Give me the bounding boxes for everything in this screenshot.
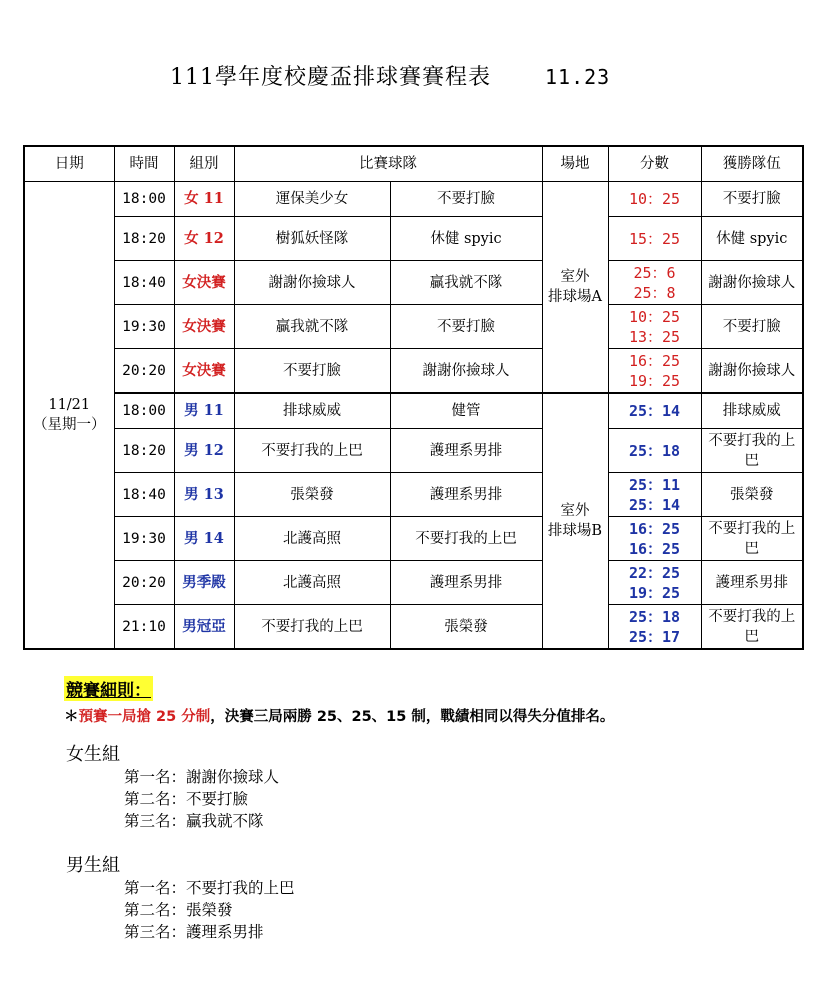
date-cell <box>24 182 114 650</box>
group-cell: 男 13 <box>174 473 234 517</box>
header-row <box>24 146 803 182</box>
time-cell: 20:20 <box>114 561 174 605</box>
schedule-table <box>23 145 804 650</box>
score-line: 25：18 <box>628 441 681 460</box>
winner-cell: 休健 spyic <box>701 217 803 261</box>
title-text: 111學年度校慶盃排球賽賽程表 <box>170 65 491 90</box>
winner-cell: 謝謝你撿球人 <box>701 261 803 305</box>
weekday-text: （星期一） <box>33 417 106 433</box>
team1-cell: 張榮發 <box>234 473 390 517</box>
team1-cell: 謝謝你撿球人 <box>234 261 390 305</box>
group-cell: 女 11 <box>174 182 234 217</box>
score-line: 25：14 <box>628 402 681 420</box>
team1-cell: 贏我就不隊 <box>234 305 390 349</box>
header-cell: 比賽球隊 <box>234 146 542 182</box>
venue-line: 排球場B <box>547 523 603 539</box>
boys-results <box>66 851 295 943</box>
header-cell: 組別 <box>174 146 234 182</box>
team1-cell: 北護高照 <box>234 561 390 605</box>
group-title: 女生組 <box>66 744 120 765</box>
rules-red-text: 預賽一局搶 25 分制 <box>78 709 211 725</box>
group-cell: 男冠亞 <box>174 605 234 650</box>
score-line: 25：11 <box>628 475 681 494</box>
team2-cell: 休健 spyic <box>390 217 542 261</box>
score-line: 25：6 <box>633 263 676 282</box>
winner-cell: 不要打臉 <box>701 305 803 349</box>
winner-cell: 謝謝你撿球人 <box>701 349 803 394</box>
time-cell: 18:20 <box>114 217 174 261</box>
team2-cell: 護理系男排 <box>390 473 542 517</box>
rank-item: 第一名：不要打我的上巴 <box>124 879 295 897</box>
rules-text: ，決賽三局兩勝 25、25、15 制，戰績相同以得失分值排名。 <box>210 709 615 725</box>
team2-cell: 贏我就不隊 <box>390 261 542 305</box>
team1-cell: 樹狐妖怪隊 <box>234 217 390 261</box>
table-row <box>24 393 803 429</box>
header-cell: 獲勝隊伍 <box>701 146 803 182</box>
score-cell <box>608 473 701 517</box>
venue-line: 室外 <box>560 503 590 519</box>
team2-cell: 不要打我的上巴 <box>390 517 542 561</box>
team1-cell: 不要打我的上巴 <box>234 429 390 473</box>
group-cell: 男 14 <box>174 517 234 561</box>
time-cell: 18:40 <box>114 473 174 517</box>
time-cell: 21:10 <box>114 605 174 650</box>
winner-cell: 不要打我的上巴 <box>701 605 803 650</box>
venue-b-cell <box>542 393 608 649</box>
score-cell <box>608 349 701 394</box>
table-row <box>24 349 803 394</box>
table-row <box>24 473 803 517</box>
table-row <box>24 261 803 305</box>
group-cell: 女決賽 <box>174 349 234 394</box>
team2-cell: 健管 <box>390 393 542 429</box>
score-line: 10：25 <box>628 307 681 326</box>
score-line: 22：25 <box>628 563 681 582</box>
winner-cell: 排球威威 <box>701 393 803 429</box>
table-row <box>24 517 803 561</box>
team2-cell: 不要打臉 <box>390 305 542 349</box>
star-mark: ＊ <box>64 709 79 725</box>
team1-cell: 不要打臉 <box>234 349 390 394</box>
rules-section <box>64 676 614 726</box>
venue-line: 排球場A <box>548 289 602 305</box>
team2-cell: 謝謝你撿球人 <box>390 349 542 394</box>
venue-a-cell <box>542 182 608 394</box>
table-row <box>24 182 803 217</box>
score-cell <box>608 605 701 650</box>
score-line: 25：8 <box>633 283 676 302</box>
winner-cell: 張榮發 <box>701 473 803 517</box>
rules-line <box>64 705 614 726</box>
time-cell: 19:30 <box>114 517 174 561</box>
rules-heading: 競賽細則： <box>64 676 153 701</box>
team2-cell: 護理系男排 <box>390 561 542 605</box>
page-title <box>170 60 610 91</box>
score-line: 13：25 <box>628 327 681 346</box>
group-cell: 女決賽 <box>174 261 234 305</box>
score-line: 16：25 <box>628 539 681 558</box>
winner-cell: 護理系男排 <box>701 561 803 605</box>
team1-cell: 不要打我的上巴 <box>234 605 390 650</box>
score-line: 25：17 <box>628 627 681 646</box>
winner-cell: 不要打我的上巴 <box>701 429 803 473</box>
time-cell: 20:20 <box>114 349 174 394</box>
team1-cell: 北護高照 <box>234 517 390 561</box>
time-cell: 19:30 <box>114 305 174 349</box>
group-cell: 女 12 <box>174 217 234 261</box>
score-cell <box>608 429 701 473</box>
team2-cell: 不要打臉 <box>390 182 542 217</box>
group-cell: 男 11 <box>174 393 234 429</box>
group-cell: 女決賽 <box>174 305 234 349</box>
score-line: 25：14 <box>628 495 681 514</box>
score-line: 10：25 <box>628 190 681 208</box>
rank-item: 第三名：贏我就不隊 <box>124 812 264 830</box>
score-line: 19：25 <box>628 583 681 602</box>
team1-cell: 排球威威 <box>234 393 390 429</box>
date-text: 11/21 <box>48 397 91 413</box>
table-row <box>24 605 803 650</box>
score-line: 25：18 <box>628 607 681 626</box>
time-cell: 18:00 <box>114 182 174 217</box>
score-line: 16：25 <box>628 351 681 370</box>
table-row <box>24 217 803 261</box>
title-date: 11.23 <box>545 65 611 89</box>
rank-item: 第二名：不要打臉 <box>124 790 249 808</box>
header-cell: 時間 <box>114 146 174 182</box>
group-title: 男生組 <box>66 855 120 876</box>
table-row <box>24 305 803 349</box>
girls-results <box>66 740 279 832</box>
time-cell: 18:00 <box>114 393 174 429</box>
header-cell: 場地 <box>542 146 608 182</box>
team2-cell: 護理系男排 <box>390 429 542 473</box>
score-cell <box>608 261 701 305</box>
group-cell: 男季殿 <box>174 561 234 605</box>
winner-cell: 不要打臉 <box>701 182 803 217</box>
score-cell <box>608 393 701 429</box>
score-cell <box>608 305 701 349</box>
group-cell: 男 12 <box>174 429 234 473</box>
score-cell <box>608 182 701 217</box>
winner-cell: 不要打我的上巴 <box>701 517 803 561</box>
table-row <box>24 561 803 605</box>
time-cell: 18:20 <box>114 429 174 473</box>
rank-item: 第二名：張榮發 <box>124 901 233 919</box>
rank-item: 第三名：護理系男排 <box>124 923 264 941</box>
team2-cell: 張榮發 <box>390 605 542 650</box>
score-cell <box>608 517 701 561</box>
score-cell <box>608 561 701 605</box>
venue-line: 室外 <box>560 269 590 285</box>
time-cell: 18:40 <box>114 261 174 305</box>
score-line: 15：25 <box>628 229 681 248</box>
header-cell: 日期 <box>24 146 114 182</box>
score-line: 19：25 <box>628 371 681 390</box>
team1-cell: 運保美少女 <box>234 182 390 217</box>
table-row <box>24 429 803 473</box>
score-cell <box>608 217 701 261</box>
score-line: 16：25 <box>628 519 681 538</box>
rank-item: 第一名：謝謝你撿球人 <box>124 768 280 786</box>
header-cell: 分數 <box>608 146 701 182</box>
